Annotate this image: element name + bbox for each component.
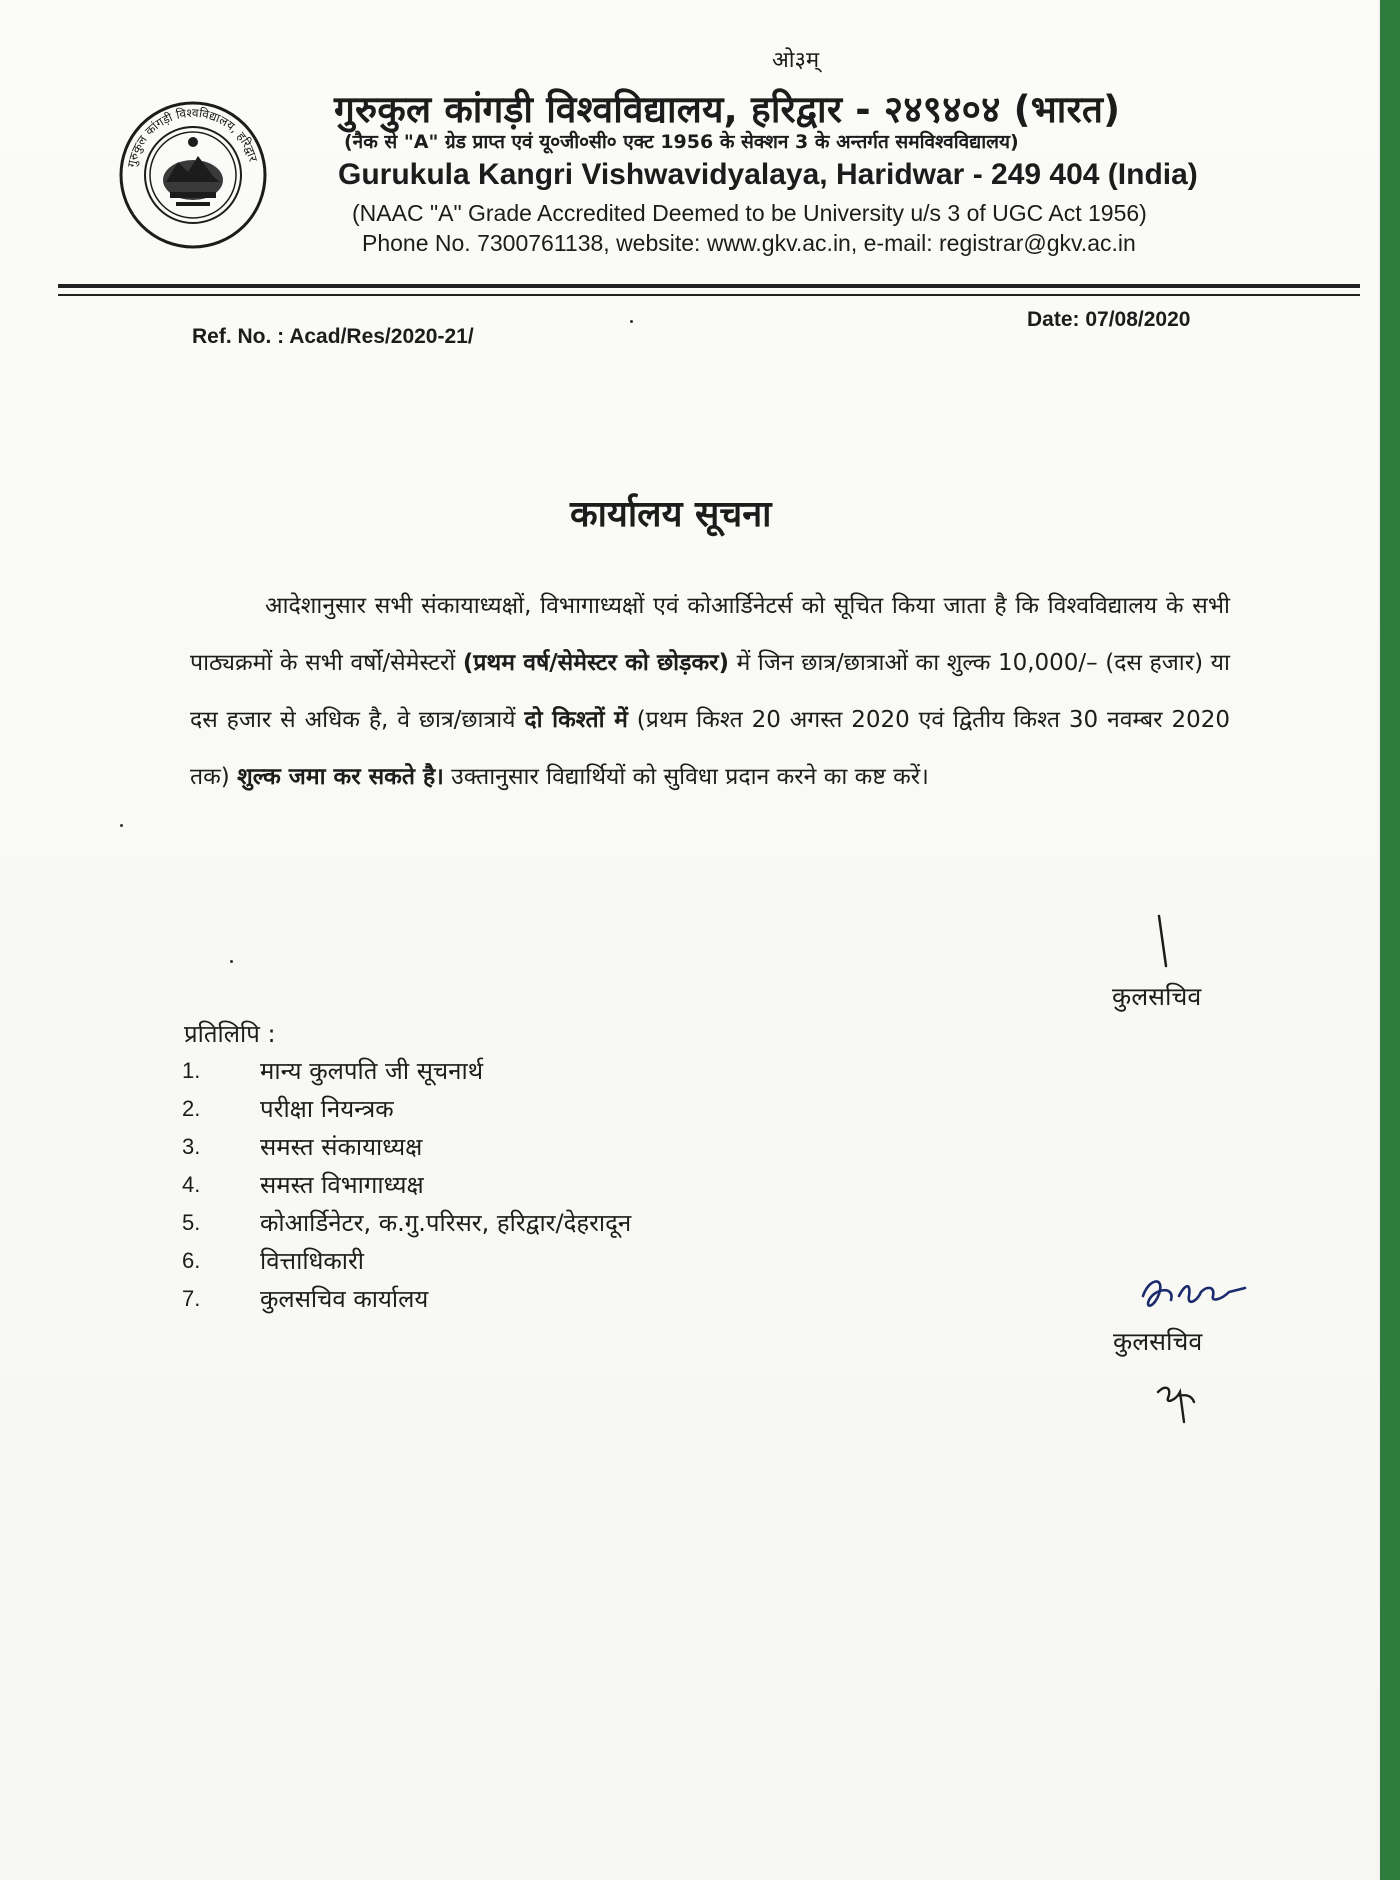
header-divider-thin <box>58 294 1360 296</box>
university-name-hindi: गुरुकुल कांगड़ी विश्वविद्यालय, हरिद्वार - २४९४०४ (भारत) <box>334 88 1121 131</box>
copy-to-list <box>182 1054 882 1320</box>
list-item <box>182 1282 882 1320</box>
speck <box>120 824 123 827</box>
university-seal-logo <box>118 100 268 250</box>
list-item <box>182 1168 882 1206</box>
notice-bold-3: शुल्क जमा कर सकते है। <box>237 764 444 790</box>
reference-number: Ref. No. : Acad/Res/2020-21/ <box>192 325 474 348</box>
list-item-number: 2. <box>182 1096 201 1121</box>
list-item-text: समस्त विभागाध्यक्ष <box>260 1171 424 1199</box>
registrar-title-second: कुलसचिव <box>1113 1327 1203 1356</box>
accreditation-english: (NAAC "A" Grade Accredited Deemed to be University u/s 3 of UGC Act 1956) <box>352 200 1147 226</box>
notice-bold-2: दो किश्तों में <box>524 707 628 733</box>
list-item-number: 4. <box>182 1172 201 1197</box>
om-symbol: ओ३म् <box>772 48 820 73</box>
list-item-text: समस्त संकायाध्यक्ष <box>260 1133 423 1161</box>
list-item-text: कुलसचिव कार्यालय <box>260 1285 429 1313</box>
list-item-number: 5. <box>182 1210 201 1235</box>
list-item-text: मान्य कुलपति जी सूचनार्थ <box>260 1057 484 1085</box>
notice-title: कार्यालय सूचना <box>570 494 772 535</box>
registrar-title: कुलसचिव <box>1112 982 1202 1011</box>
speck <box>230 960 233 963</box>
list-item-number: 6. <box>182 1248 201 1273</box>
registrar-signature <box>1135 1266 1250 1321</box>
list-item <box>182 1092 882 1130</box>
notice-body <box>190 578 1230 806</box>
notice-bold-1: (प्रथम वर्ष/सेमेस्टर को छोड़कर) <box>462 650 730 676</box>
notice-date: Date: 07/08/2020 <box>1027 308 1191 331</box>
list-item-text: परीक्षा नियन्त्रक <box>260 1095 394 1123</box>
list-item-text: कोआर्डिनेटर, क.गु.परिसर, हरिद्वार/देहरादून <box>260 1209 632 1237</box>
list-item-number: 7. <box>182 1286 201 1311</box>
copy-to-label: प्रतिलिपि : <box>184 1020 276 1048</box>
header-divider <box>58 284 1360 288</box>
list-item <box>182 1130 882 1168</box>
list-item-text: वित्ताधिकारी <box>260 1247 365 1275</box>
background-edge <box>1380 0 1400 1880</box>
list-item-number: 1. <box>182 1058 201 1083</box>
svg-text:गुरुकुल कांगड़ी विश्वविद्यालय,: गुरुकुल कांगड़ी विश्वविद्यालय, हरिद्वार <box>124 105 261 169</box>
list-item <box>182 1206 882 1244</box>
notice-text-2: में जिन छात्र/छात्राओं का शुल्क 10,000/– (दस हजार) या दस हजार से अधिक है, वे छात्र/छात्रायें <box>190 650 1230 733</box>
signature-stroke <box>1157 914 1169 968</box>
university-name-english: Gurukula Kangri Vishwavidyalaya, Haridwar - 249 404 (India) <box>338 158 1198 191</box>
notice-text-3: (प्रथम किश्त 20 अगस्त 2020 एवं द्वितीय किश्त 30 नवम्बर 2020 तक) <box>190 707 1230 790</box>
speck <box>630 320 633 323</box>
list-item <box>182 1244 882 1282</box>
accreditation-hindi: (नैक से "A" ग्रेड प्राप्त एवं यू०जी०सी० एक्ट 1956 के सेक्शन 3 के अन्तर्गत समविश्वविद्यालय) <box>344 131 1019 153</box>
initials-mark <box>1150 1376 1202 1428</box>
notice-text-4: उक्तानुसार विद्यार्थियों को सुविधा प्रदान करने का कष्ट करें। <box>443 764 929 790</box>
contact-line: Phone No. 7300761138, website: www.gkv.ac.in, e-mail: registrar@gkv.ac.in <box>362 230 1136 256</box>
notice-text-1: आदेशानुसार सभी संकायाध्यक्षों, विभागाध्यक्षों एवं कोआर्डिनेटर्स को सूचित किया जाता है कि विश्वविद्यालय के सभी पाठ्यक्रमों के सभी वर्षो/सेमेस्टरों <box>190 593 1230 676</box>
list-item-number: 3. <box>182 1134 201 1159</box>
list-item <box>182 1054 882 1092</box>
